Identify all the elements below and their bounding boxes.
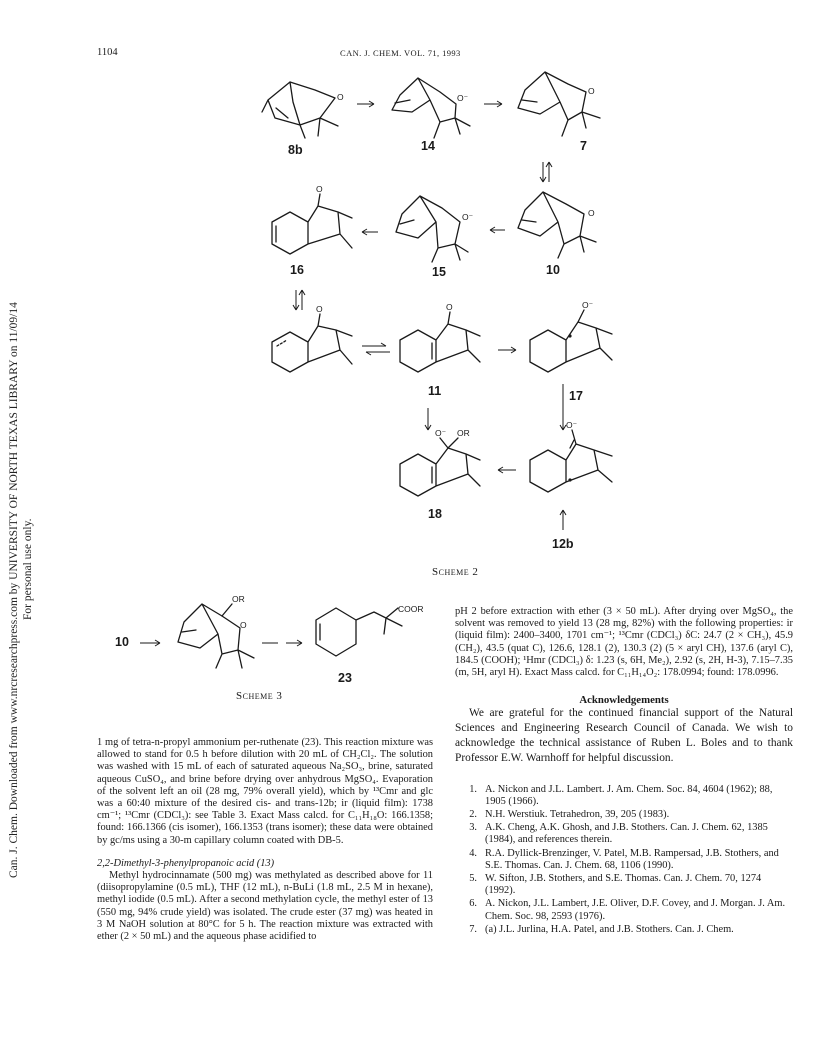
compound-14-structure <box>392 78 470 138</box>
download-notice-line2: For personal use only. <box>22 518 34 620</box>
reference-number: 4. <box>469 847 477 859</box>
scheme-3-caption: Scheme 3 <box>236 690 283 702</box>
compound-12b-label: 12b <box>552 537 574 551</box>
arrow-enolate-12b <box>560 510 566 530</box>
arrow-11-radical <box>498 347 516 353</box>
arrow-10-15 <box>490 227 505 233</box>
reference-item <box>455 822 793 846</box>
arrow-15-16 <box>362 229 378 235</box>
reference-item <box>455 898 793 922</box>
15-oxide: O⁻ <box>462 212 474 222</box>
dienone-oxygen: O <box>316 304 323 314</box>
arrow-14-7 <box>484 101 502 107</box>
reference-number: 7. <box>469 923 477 935</box>
compound-10-structure <box>518 192 596 258</box>
left-paragraph-2: Methyl hydrocinnamate (500 mg) was methylated as described above for 11 (diisopropylamine (0.5 mL), THF (12 mL), n-BuLi (1.8 mL, 2.5 M in hexane), methyl iodide (0.5 mL). After a second methylation cycle, the methyl ester of 13 (550 mg, 94% crude yield) was isolated. The crude ester (37 mg) was heated in 3 M NaOH solution at 80°C for 5 h. The reaction mixture was extracted with ether (2 × 50 mL) and the aqueous phase acidified to <box>97 870 433 943</box>
scheme3-o: O <box>240 620 247 630</box>
reference-text: A.K. Cheng, A.K. Ghosh, and J.B. Stothers. Can. J. Chem. 62, 1385 (1984), and references therein. <box>485 822 768 846</box>
8b-oxygen: O <box>337 92 344 102</box>
compound-11-label: 11 <box>428 384 442 398</box>
page-number: 1104 <box>97 47 118 58</box>
scheme3-arrow-23 <box>262 640 302 646</box>
left-paragraph-1: 1 mg of tetra-n-propyl ammonium per-ruthenate (23). This reaction mixture was allowed to stand for 0.5 h before dilution with 20 mL of CH₂Cl₂. The solution was washed with 15 mL of each of saturated aqueous Na₂SO₃, brine, saturated aqueous CuSO₄, and brine before drying over anhydrous MgSO₄. Evaporation of the solvent left an oil (28 mg, 79% overall yield), which by ¹³Cmr and glc was a 60:40 mixture of the desired cis- and trans-12b; ir (liquid film): 1738 cm⁻¹; ¹³Cmr (CDCl₃): see Table 3. Exact Mass calcd. for C₁₁H₁₈O: 166.1358; found: 166.1366 (cis isomer), 166.1353 (trans isomer); these data were obtained by gc/ms using a 30-m capillary column coated with DB-5. <box>97 737 433 846</box>
compound-18-structure <box>400 428 480 496</box>
scheme3-intermediate-structure <box>178 594 254 668</box>
reference-item <box>455 873 793 897</box>
compound-23-coor: COOR <box>398 604 424 614</box>
compound-23-structure <box>316 604 424 656</box>
reference-item <box>455 924 793 936</box>
compound-7-label: 7 <box>580 139 587 153</box>
compound-enolate-structure <box>530 420 612 492</box>
section-title-13: 2,2-Dimethyl-3-phenylpropanoic acid (13) <box>97 857 275 869</box>
7-oxygen: O <box>588 86 595 96</box>
compound-23-label: 23 <box>338 671 352 685</box>
scheme-2-caption: Scheme 2 <box>432 566 479 578</box>
compound-dienone-structure <box>272 304 352 372</box>
acknowledgements-title: Acknowledgements <box>579 694 669 707</box>
equilibrium-16-lower <box>293 290 305 310</box>
scheme3-arrow-10 <box>140 640 160 646</box>
compound-15-label: 15 <box>432 265 446 279</box>
acknowledgements-body: We are grateful for the continued financial support of the Natural Sciences and Engineering Research Council of Canada. We wish to acknowledge the technical assistance of Ruben L. Boles and to thank Professor E.W. Warnhoff for helpful discussion. <box>455 707 793 764</box>
reference-number: 5. <box>469 873 477 885</box>
reference-text: A. Nickon and J.L. Lambert. J. Am. Chem. Soc. 84, 4604 (1962); 88, 1905 (1966). <box>485 783 773 807</box>
reference-number: 3. <box>469 822 477 834</box>
compound-17-label: 17 <box>569 389 583 403</box>
compound-radical-structure <box>530 300 612 372</box>
reference-number: 2. <box>469 809 477 821</box>
compound-18-label: 18 <box>428 507 442 521</box>
compound-10-label: 10 <box>546 263 560 277</box>
reference-text: A. Nickon, J.L. Lambert, J.E. Oliver, D.F. Covey, and J. Morgan. J. Am. Chem. Soc. 98, 2593 (1976). <box>485 898 786 922</box>
right-paragraph-1: pH 2 before extraction with ether (3 × 50 mL). After drying over MgSO₄, the solvent was removed to yield 13 (28 mg, 82%) with the following properties: ir (liquid film): 2400–3400, 1701 cm⁻¹; ¹³Cmr (CDCl₃) δC: 24.7 (2 × CH₃), 45.9 (CH₂), 43.5 (quat C), 126.6, 128.1 (2), 130.3 (2) (5 × aryl CH), 137.6 (aryl C), 184.5 (COOH); ¹Hmr (CDCl₃) δ: 1.23 (s, 6H, Me₂), 2.92 (s, 2H, H-3), 7.15–7.35 (m, 5H, aryl H). Exact Mass calcd. for C₁₁H₁₄O₂: 178.0994; found: 178.0996. <box>455 606 793 679</box>
scheme3-compound-10: 10 <box>115 635 129 649</box>
16-oxygen: O <box>316 184 323 194</box>
reference-text: (a) J.L. Jurlina, H.A. Patel, and J.B. Stothers. Can. J. Chem. <box>485 923 734 935</box>
compound-8b-structure <box>262 82 344 138</box>
compound-14-label: 14 <box>421 139 435 153</box>
radical-oxide: O⁻ <box>582 300 594 310</box>
equilibrium-dienone-11 <box>362 343 390 355</box>
compound-16-label: 16 <box>290 263 304 277</box>
reference-list <box>455 784 793 936</box>
compound-11-structure <box>400 302 480 372</box>
compound-16-structure <box>272 184 352 254</box>
scheme3-or: OR <box>232 594 245 604</box>
equilibrium-7-10 <box>540 162 552 182</box>
reference-text: W. Sifton, J.B. Stothers, and S.E. Thomas. Can. J. Chem. 70, 1274 (1992). <box>485 873 762 897</box>
arrow-11-18 <box>425 408 431 430</box>
enolate-oxide: O⁻ <box>566 420 578 430</box>
download-notice-line1: Can. J. Chem. Downloaded from www.nrcresearchpress.com by UNIVERSITY OF NORTH TEXAS LIBRARY on 11/09/14 <box>8 302 20 878</box>
compound-8b-label: 8b <box>288 143 303 157</box>
18-oxygen: O⁻ <box>435 428 447 438</box>
reference-item <box>455 784 793 808</box>
compound-15-structure <box>396 196 474 262</box>
18-or: OR <box>457 428 470 438</box>
arrow-enolate-18 <box>498 467 516 473</box>
reference-text: R.A. Dyllick-Brenzinger, V. Patel, M.B. Rampersad, J.B. Stothers, and S.E. Thomas. Can. J. Chem. 68, 1106 (1990). <box>485 847 779 871</box>
reference-item <box>455 809 793 821</box>
journal-header: CAN. J. CHEM. VOL. 71, 1993 <box>340 48 461 58</box>
11-oxygen: O <box>446 302 453 312</box>
reference-number: 1. <box>469 783 477 795</box>
reference-item <box>455 848 793 872</box>
reference-text: N.H. Werstiuk. Tetrahedron, 39, 205 (1983). <box>485 809 670 821</box>
arrow-8b-14 <box>357 101 374 107</box>
left-column <box>97 737 433 943</box>
reference-number: 6. <box>469 898 477 910</box>
right-column <box>455 606 793 937</box>
10-oxygen: O <box>588 208 595 218</box>
14-oxide: O⁻ <box>457 93 469 103</box>
compound-7-structure <box>518 72 600 136</box>
